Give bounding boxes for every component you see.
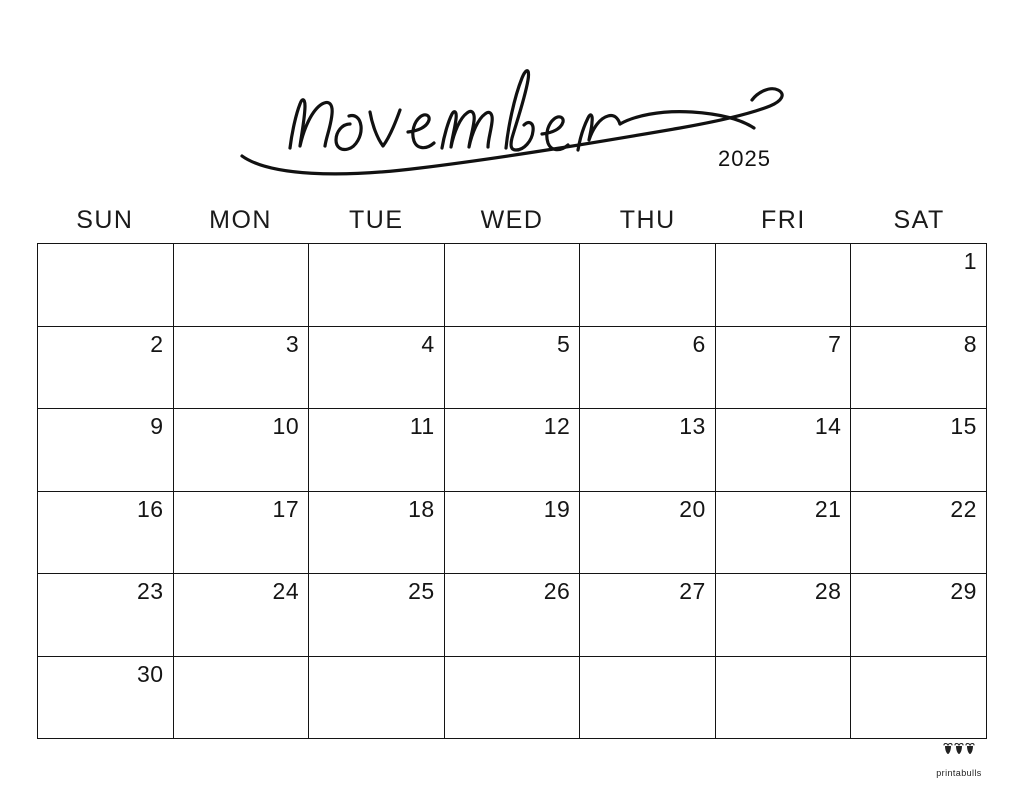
day-cell[interactable] — [38, 244, 174, 327]
day-cell[interactable] — [174, 327, 310, 410]
day-cell[interactable] — [716, 327, 852, 410]
day-cell[interactable] — [851, 327, 987, 410]
day-number: 17 — [272, 495, 300, 522]
brand-logo — [924, 742, 994, 781]
weekday-fri: FRI — [761, 206, 806, 234]
day-cell[interactable] — [716, 657, 852, 740]
day-number: 20 — [679, 495, 706, 522]
day-number: 7 — [828, 330, 842, 357]
day-number: 25 — [408, 578, 435, 604]
day-cell[interactable] — [580, 409, 716, 492]
day-cell[interactable] — [174, 574, 310, 657]
day-cell[interactable] — [174, 244, 310, 327]
day-cell[interactable] — [309, 409, 445, 492]
day-number: 10 — [272, 413, 300, 439]
day-cell[interactable] — [716, 492, 852, 575]
weekday-thu: THU — [619, 206, 676, 234]
day-cell[interactable] — [851, 492, 987, 575]
day-cell[interactable] — [445, 492, 581, 575]
day-cell[interactable] — [851, 409, 987, 492]
day-number: 29 — [950, 578, 977, 604]
day-cell[interactable] — [580, 244, 716, 327]
day-number: 3 — [285, 330, 300, 357]
day-cell[interactable] — [38, 492, 174, 575]
weekday-header — [37, 206, 987, 235]
day-cell[interactable] — [38, 327, 174, 410]
day-number: 27 — [679, 578, 706, 604]
day-number: 1 — [963, 248, 977, 274]
day-cell[interactable] — [445, 327, 581, 410]
day-cell[interactable] — [716, 409, 852, 492]
title-block — [0, 18, 1024, 178]
day-number: 15 — [950, 413, 977, 439]
weekday-sat: SAT — [893, 206, 945, 234]
day-cell[interactable] — [445, 574, 581, 657]
weekday-tue: TUE — [349, 206, 404, 234]
day-number: 2 — [150, 330, 164, 357]
weekday-wed: WED — [480, 206, 544, 234]
day-number: 28 — [814, 578, 842, 604]
day-cell[interactable] — [445, 657, 581, 740]
bull-heads-icon — [924, 742, 994, 762]
day-number: 18 — [408, 495, 435, 522]
day-cell[interactable] — [580, 657, 716, 740]
day-cell[interactable] — [38, 409, 174, 492]
weekday-mon: MON — [209, 206, 272, 234]
day-cell[interactable] — [309, 244, 445, 327]
day-cell[interactable] — [580, 327, 716, 410]
day-cell[interactable] — [38, 574, 174, 657]
day-cell[interactable] — [851, 574, 987, 657]
day-cell[interactable] — [309, 327, 445, 410]
month-title-script — [230, 28, 790, 178]
day-cell[interactable] — [851, 244, 987, 327]
day-number: 26 — [543, 578, 571, 604]
day-cell[interactable] — [445, 409, 581, 492]
day-number: 19 — [543, 495, 571, 522]
day-number: 11 — [409, 413, 435, 439]
brand-name: printabulls — [936, 768, 982, 778]
day-cell[interactable] — [716, 574, 852, 657]
day-cell[interactable] — [716, 244, 852, 327]
day-cell[interactable] — [309, 574, 445, 657]
day-number: 30 — [136, 660, 164, 687]
day-cell[interactable] — [174, 492, 310, 575]
day-number: 6 — [692, 330, 706, 357]
day-number: 23 — [136, 578, 164, 604]
day-number: 22 — [950, 495, 977, 522]
day-number: 16 — [136, 495, 164, 522]
day-cell[interactable] — [309, 492, 445, 575]
day-cell[interactable] — [851, 657, 987, 740]
day-cell[interactable] — [445, 244, 581, 327]
day-cell[interactable] — [580, 574, 716, 657]
day-number: 5 — [556, 330, 571, 357]
calendar-grid — [37, 243, 987, 739]
day-cell[interactable] — [174, 409, 310, 492]
day-cell[interactable] — [309, 657, 445, 740]
day-cell[interactable] — [38, 657, 174, 740]
day-number: 14 — [814, 413, 842, 439]
day-number: 4 — [421, 330, 435, 357]
day-number: 9 — [150, 413, 164, 439]
day-number: 21 — [814, 495, 842, 522]
day-number: 24 — [272, 578, 300, 604]
weekday-sun: SUN — [76, 206, 134, 234]
day-cell[interactable] — [580, 492, 716, 575]
day-cell[interactable] — [174, 657, 310, 740]
year-label: 2025 — [718, 146, 771, 171]
day-number: 8 — [963, 330, 977, 357]
day-number: 13 — [679, 413, 706, 439]
day-number: 12 — [543, 413, 571, 439]
